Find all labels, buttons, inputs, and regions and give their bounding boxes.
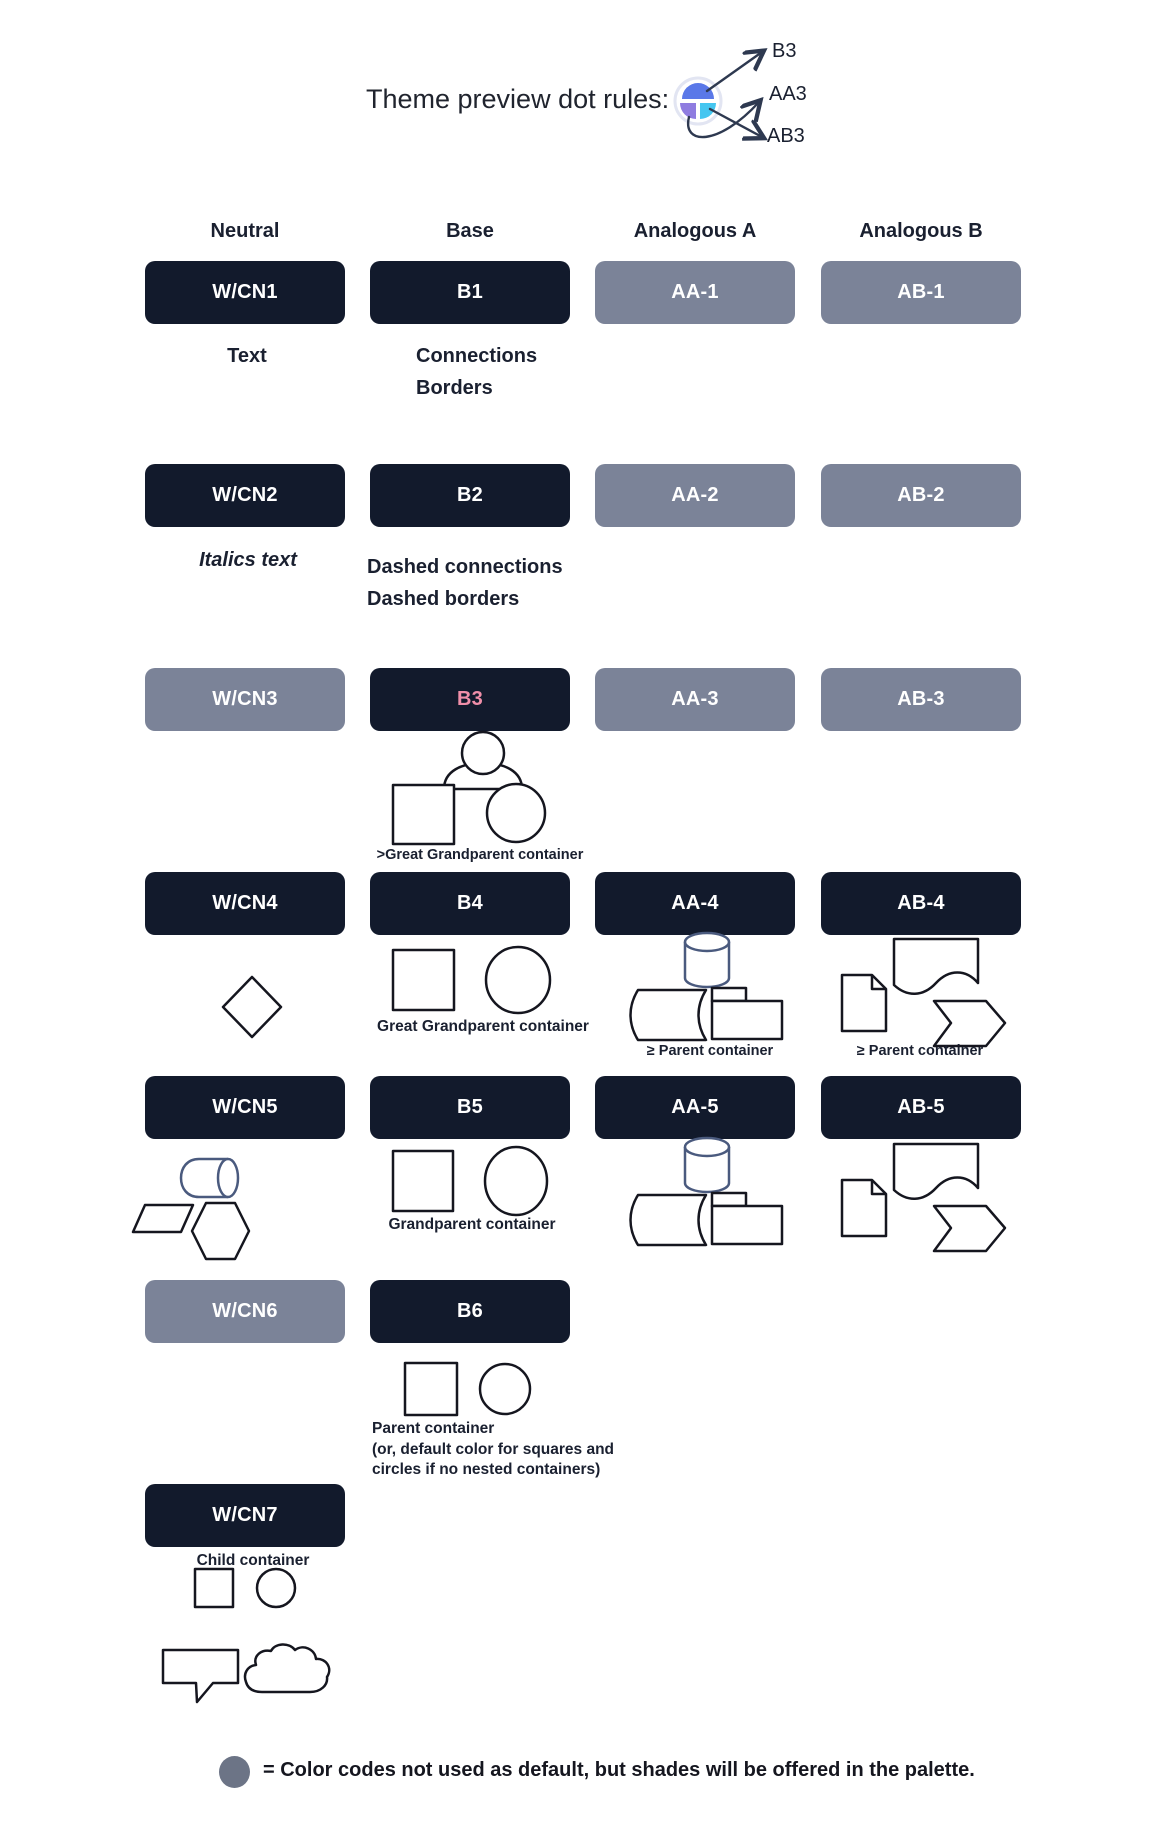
chip-wcn4: W/CN4: [145, 872, 345, 935]
chip-wcn7: W/CN7: [145, 1484, 345, 1547]
folder-tab-icon: [712, 1193, 746, 1206]
chip-aa1: AA-1: [595, 261, 795, 324]
caption-dashed-connections: Dashed connections: [367, 556, 563, 578]
horizontal-cylinder-cap-icon: [218, 1159, 238, 1197]
document-icon: [842, 1180, 886, 1236]
chip-b5: B5: [370, 1076, 570, 1139]
chip-b3: B3: [370, 668, 570, 731]
caption-parent-line1: Parent container: [372, 1420, 495, 1437]
caption-text: Text: [227, 345, 267, 367]
wcn4-shape-cluster: [222, 976, 282, 1038]
chip-ab4: AB-4: [821, 872, 1021, 935]
stored-data-icon: [631, 990, 707, 1040]
square-shape: [195, 1569, 233, 1607]
chevron-banner-icon: [934, 1206, 1005, 1251]
chip-aa2: AA-2: [595, 464, 795, 527]
ab5-shape-cluster: [828, 1130, 1020, 1254]
caption-great-grandparent: Great Grandparent container: [377, 1018, 589, 1035]
chip-b2: B2: [370, 464, 570, 527]
chip-wcn6: W/CN6: [145, 1280, 345, 1343]
chip-aa5: AA-5: [595, 1076, 795, 1139]
theme-dot-figure: [630, 18, 840, 158]
chip-wcn3: W/CN3: [145, 668, 345, 731]
caption-ge-parent-ab: ≥ Parent container: [856, 1043, 984, 1059]
speech-bubble-icon: [163, 1650, 238, 1702]
chip-aa3: AA-3: [595, 668, 795, 731]
folder-tab-icon: [712, 988, 746, 1001]
square-shape: [393, 950, 454, 1010]
chip-wcn1: W/CN1: [145, 261, 345, 324]
chip-b1: B1: [370, 261, 570, 324]
hexagon-shape: [192, 1203, 249, 1259]
column-header-analogous-a: Analogous A: [633, 220, 757, 242]
caption-borders: Borders: [416, 377, 493, 399]
square-shape: [393, 1151, 453, 1211]
chip-wcn5: W/CN5: [145, 1076, 345, 1139]
column-header-analogous-b: Analogous B: [859, 220, 983, 242]
person-head-icon: [462, 732, 504, 774]
arrow-to-b3: [707, 52, 762, 91]
ab4-shape-cluster: [828, 925, 1020, 1049]
torn-flag-icon: [894, 939, 978, 994]
caption-italics-text: Italics text: [199, 549, 297, 571]
circle-shape: [485, 1147, 547, 1215]
torn-flag-icon: [894, 1144, 978, 1199]
caption-grandparent: Grandparent container: [388, 1216, 556, 1233]
b5-shape-cluster: [385, 1145, 565, 1217]
folder-body-icon: [712, 1001, 782, 1039]
b3-shape-cluster: [370, 725, 580, 860]
dot-label-aa3: AA3: [769, 83, 807, 105]
circle-shape: [487, 784, 545, 842]
caption-ge-parent-aa: ≥ Parent container: [646, 1043, 774, 1059]
circle-shape: [257, 1569, 295, 1607]
b4-shape-cluster: [385, 944, 565, 1016]
circle-shape: [486, 947, 550, 1013]
dot-segment-base: [682, 83, 714, 99]
square-shape: [393, 785, 454, 844]
wcn7-extra-shape-cluster: [150, 1640, 342, 1708]
column-header-neutral: Neutral: [210, 220, 280, 242]
caption-parent-line3: circles if no nested containers): [372, 1461, 601, 1478]
chip-aa4: AA-4: [595, 872, 795, 935]
folder-body-icon: [712, 1206, 782, 1244]
chip-ab1: AB-1: [821, 261, 1021, 324]
legend-dot: [219, 1756, 250, 1788]
page-title: Theme preview dot rules:: [366, 84, 670, 114]
cylinder-top-icon: [685, 933, 729, 951]
chip-b6: B6: [370, 1280, 570, 1343]
caption-parent-line2: (or, default color for squares and: [372, 1441, 615, 1458]
aa5-shape-cluster: [612, 1133, 802, 1251]
chip-ab2: AB-2: [821, 464, 1021, 527]
cloud-icon: [245, 1644, 329, 1692]
dot-label-b3: B3: [772, 40, 797, 62]
chevron-banner-icon: [934, 1001, 1005, 1046]
caption-connections: Connections: [416, 345, 538, 367]
wcn5-shape-cluster: [125, 1148, 305, 1262]
diamond-shape: [223, 977, 281, 1037]
b6-shape-cluster: [395, 1355, 560, 1419]
column-header-base: Base: [446, 220, 494, 242]
caption-dashed-borders: Dashed borders: [367, 588, 520, 610]
chip-ab3: AB-3: [821, 668, 1021, 731]
legend-text: = Color codes not used as default, but shades will be offered in the palette.: [263, 1759, 975, 1781]
parallelogram-shape: [133, 1205, 193, 1232]
document-icon: [842, 975, 886, 1031]
wcn7-shape-cluster: [185, 1563, 315, 1613]
square-shape: [405, 1363, 457, 1415]
cylinder-top-icon: [685, 1138, 729, 1156]
circle-shape: [480, 1364, 530, 1414]
chip-ab5: AB-5: [821, 1076, 1021, 1139]
stored-data-icon: [631, 1195, 707, 1245]
arrow-to-aa3: [688, 102, 759, 137]
caption-gt-great-grandparent: >Great Grandparent container: [376, 847, 584, 863]
dot-label-ab3: AB3: [767, 125, 805, 147]
chip-b4: B4: [370, 872, 570, 935]
caption-child: Child container: [196, 1552, 310, 1569]
chip-wcn2: W/CN2: [145, 464, 345, 527]
aa4-shape-cluster: [612, 928, 802, 1046]
